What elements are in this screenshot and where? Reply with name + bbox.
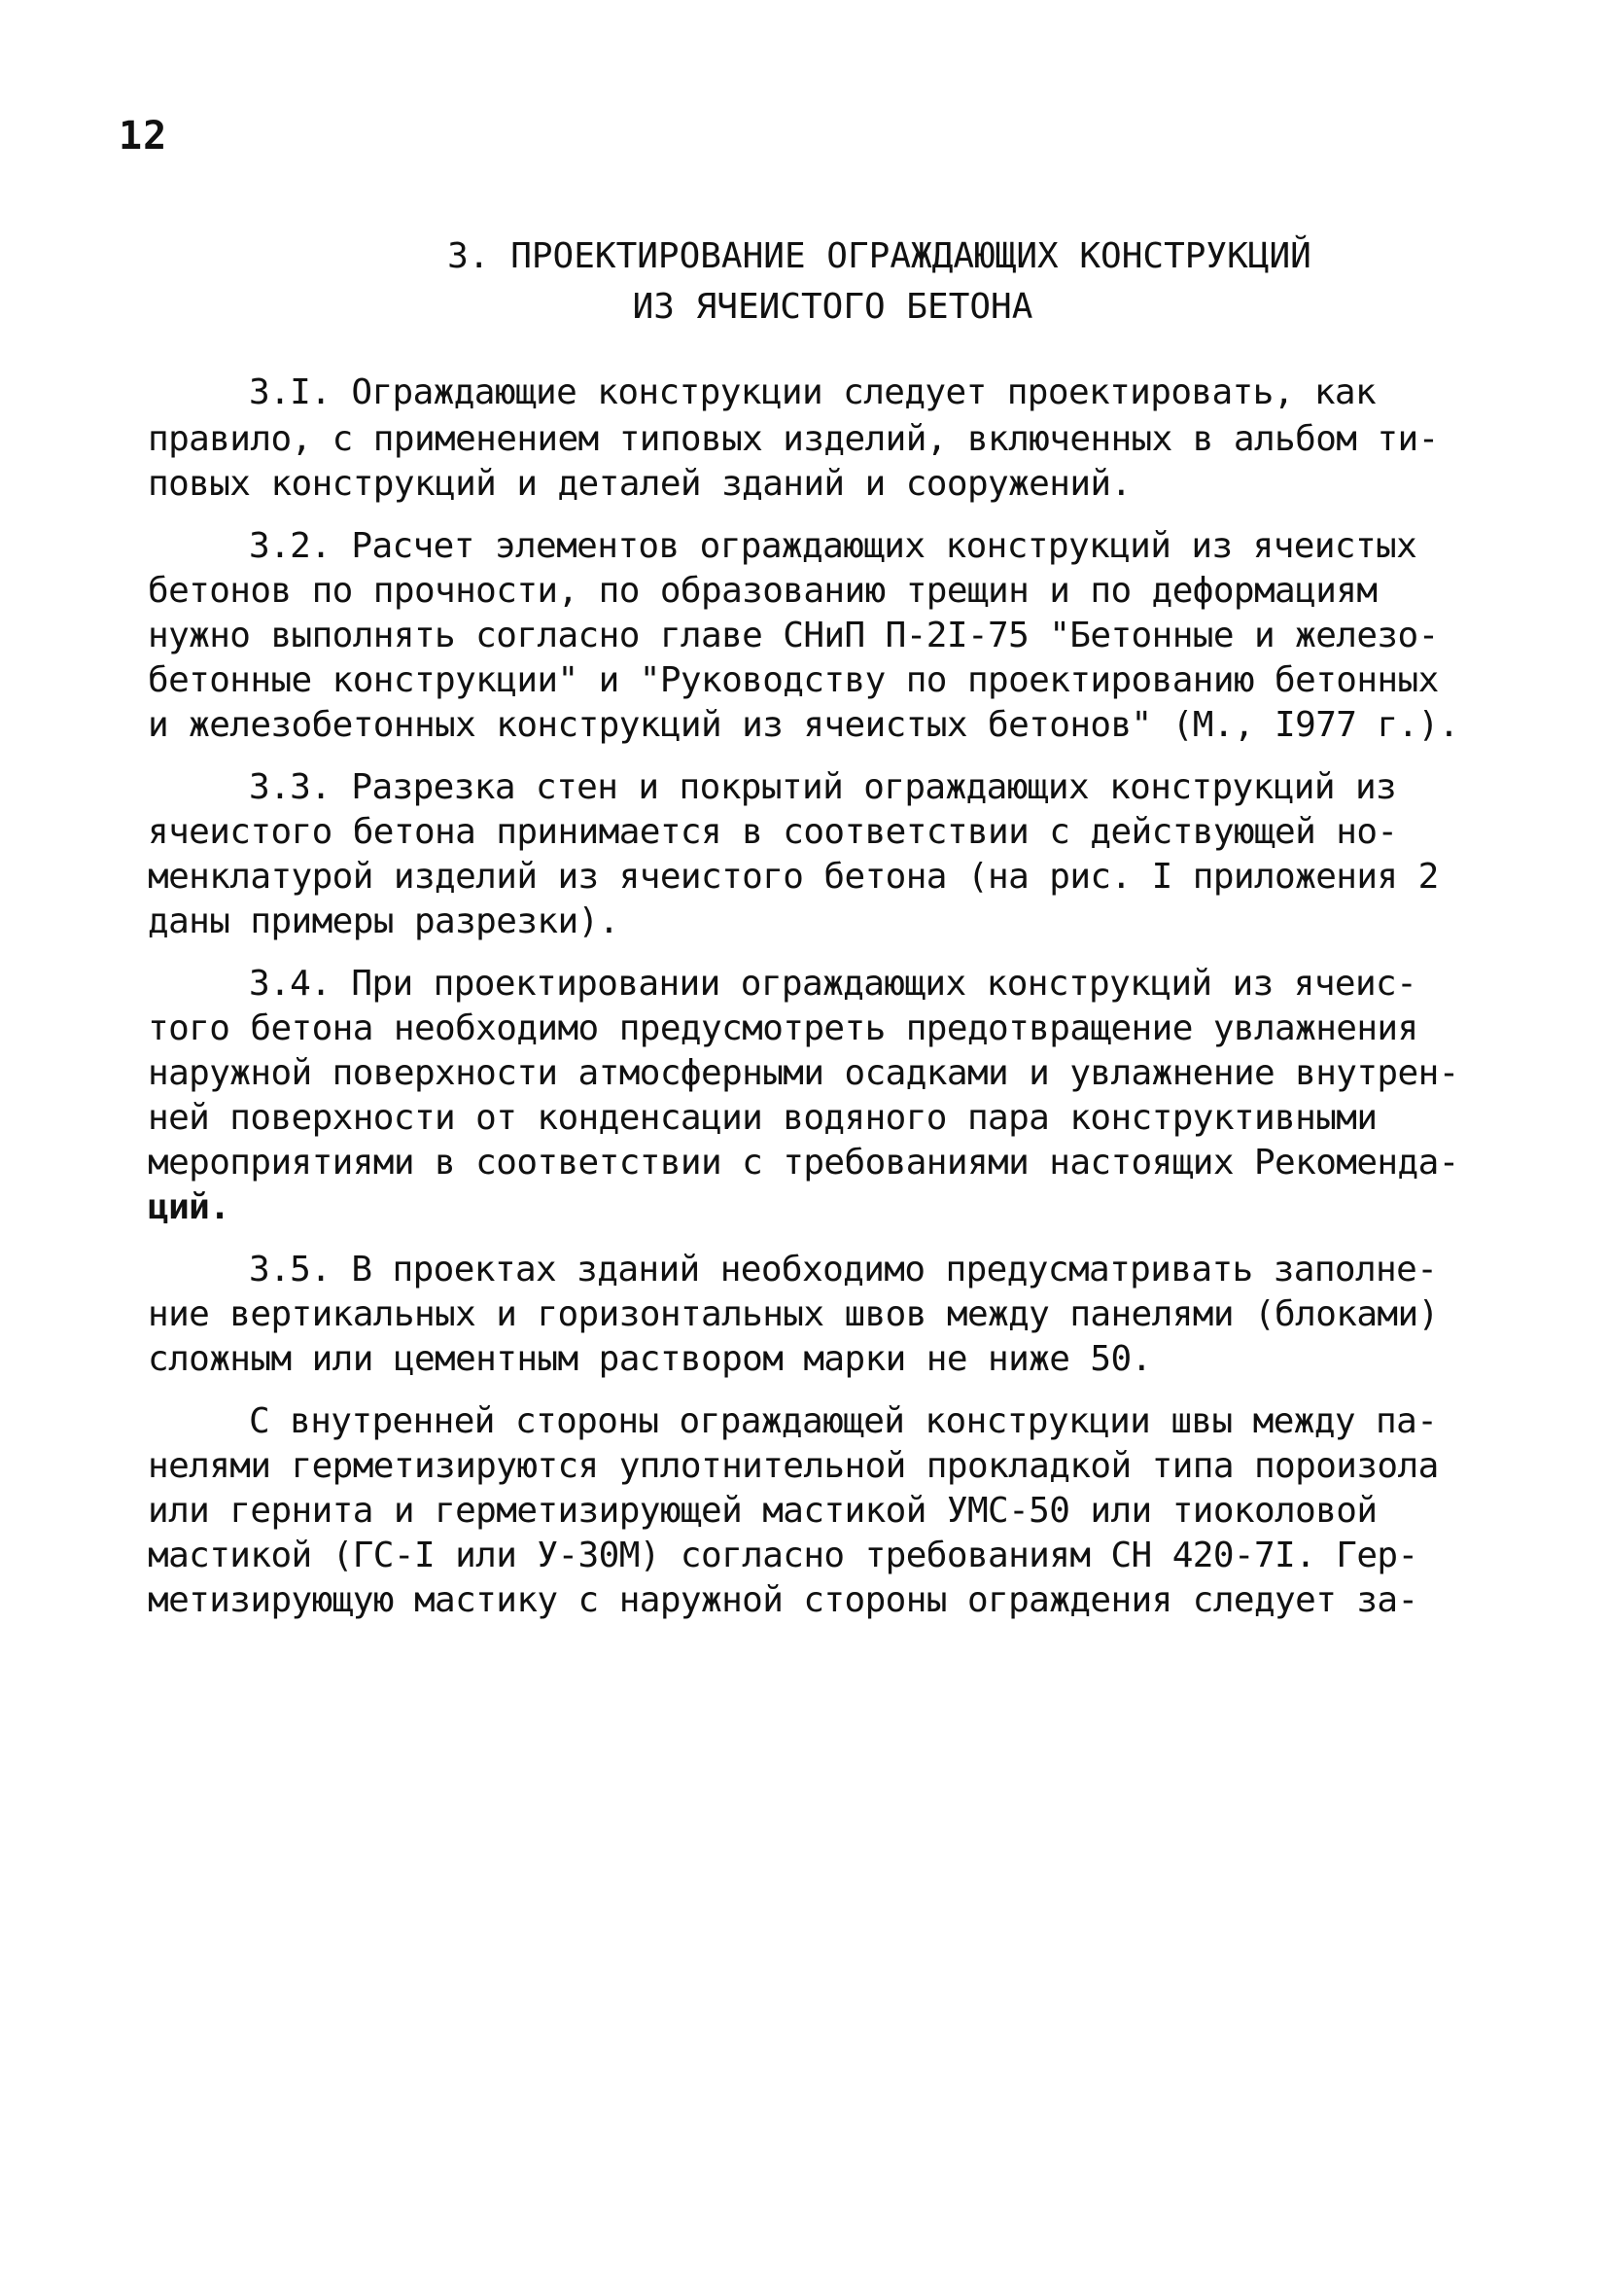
section-heading-line-1: 3. ПРОЕКТИРОВАНИЕ ОГРАЖДАЮЩИХ КОНСТРУКЦИЙ <box>447 236 1311 276</box>
text-line: повых конструкций и деталей зданий и сооружений. <box>148 464 1132 504</box>
section-heading-line-2: ИЗ ЯЧЕИСТОГО БЕТОНА <box>632 287 1033 327</box>
text-line: наружной поверхности атмосферными осадками и увлажнение внутрен- <box>148 1053 1459 1093</box>
text-line: мастикой (ГС-I или У-30М) согласно требованиям СН 420-7I. Гер- <box>148 1536 1418 1575</box>
text-line: С внутренней стороны ограждающей конструкции швы между па- <box>249 1401 1438 1441</box>
text-line: того бетона необходимо предусмотреть предотвращение увлажнения <box>148 1008 1418 1048</box>
text-line: нужно выполнять согласно главе СНиП П-2I-75 "Бетонные и железо- <box>148 616 1439 655</box>
text-line: 3.3. Разрезка стен и покрытий ограждающих конструкций из <box>249 767 1397 807</box>
text-line: мероприятиями в соответствии с требованиями настоящих Рекоменда- <box>148 1143 1459 1183</box>
text-line: ячеистого бетона принимается в соответствии с действующей но- <box>148 812 1398 852</box>
text-line: бетонов по прочности, по образованию трещин и по деформациям <box>148 571 1378 611</box>
text-line: или гернита и герметизирующей мастикой УМС-50 или тиоколовой <box>148 1491 1378 1531</box>
text-line: и железобетонных конструкций из ячеистых бетонов" (М., I977 г.). <box>148 705 1459 745</box>
text-line: ций. <box>148 1187 230 1227</box>
text-line: метизирующую мастику с наружной стороны ограждения следует за- <box>148 1580 1418 1620</box>
text-line: 3.I. Ограждающие конструкции следует проектировать, как <box>249 372 1377 412</box>
text-line: менклатурой изделий из ячеистого бетона (на рис. I приложения 2 <box>148 857 1439 897</box>
text-line: ние вертикальных и горизонтальных швов между панелями (блоками) <box>148 1294 1439 1334</box>
page-number: 12 <box>119 114 168 159</box>
text-line: 3.5. В проектах зданий необходимо предусматривать заполне- <box>249 1250 1438 1289</box>
text-line: ней поверхности от конденсации водяного пара конструктивными <box>148 1098 1378 1138</box>
text-line: 3.4. При проектировании ограждающих конструкций из ячеис- <box>249 964 1417 1004</box>
text-line: нелями герметизируются уплотнительной прокладкой типа пороизола <box>148 1446 1439 1486</box>
text-line: даны примеры разрезки). <box>148 901 619 941</box>
text-line: правило, с применением типовых изделий, включенных в альбом ти- <box>148 419 1439 459</box>
text-line: бетонные конструкции" и "Руководству по проектированию бетонных <box>148 660 1439 700</box>
text-line: 3.2. Расчет элементов ограждающих конструкций из ячеистых <box>249 526 1417 566</box>
text-line: сложным или цементным раствором марки не ниже 50. <box>148 1339 1152 1379</box>
